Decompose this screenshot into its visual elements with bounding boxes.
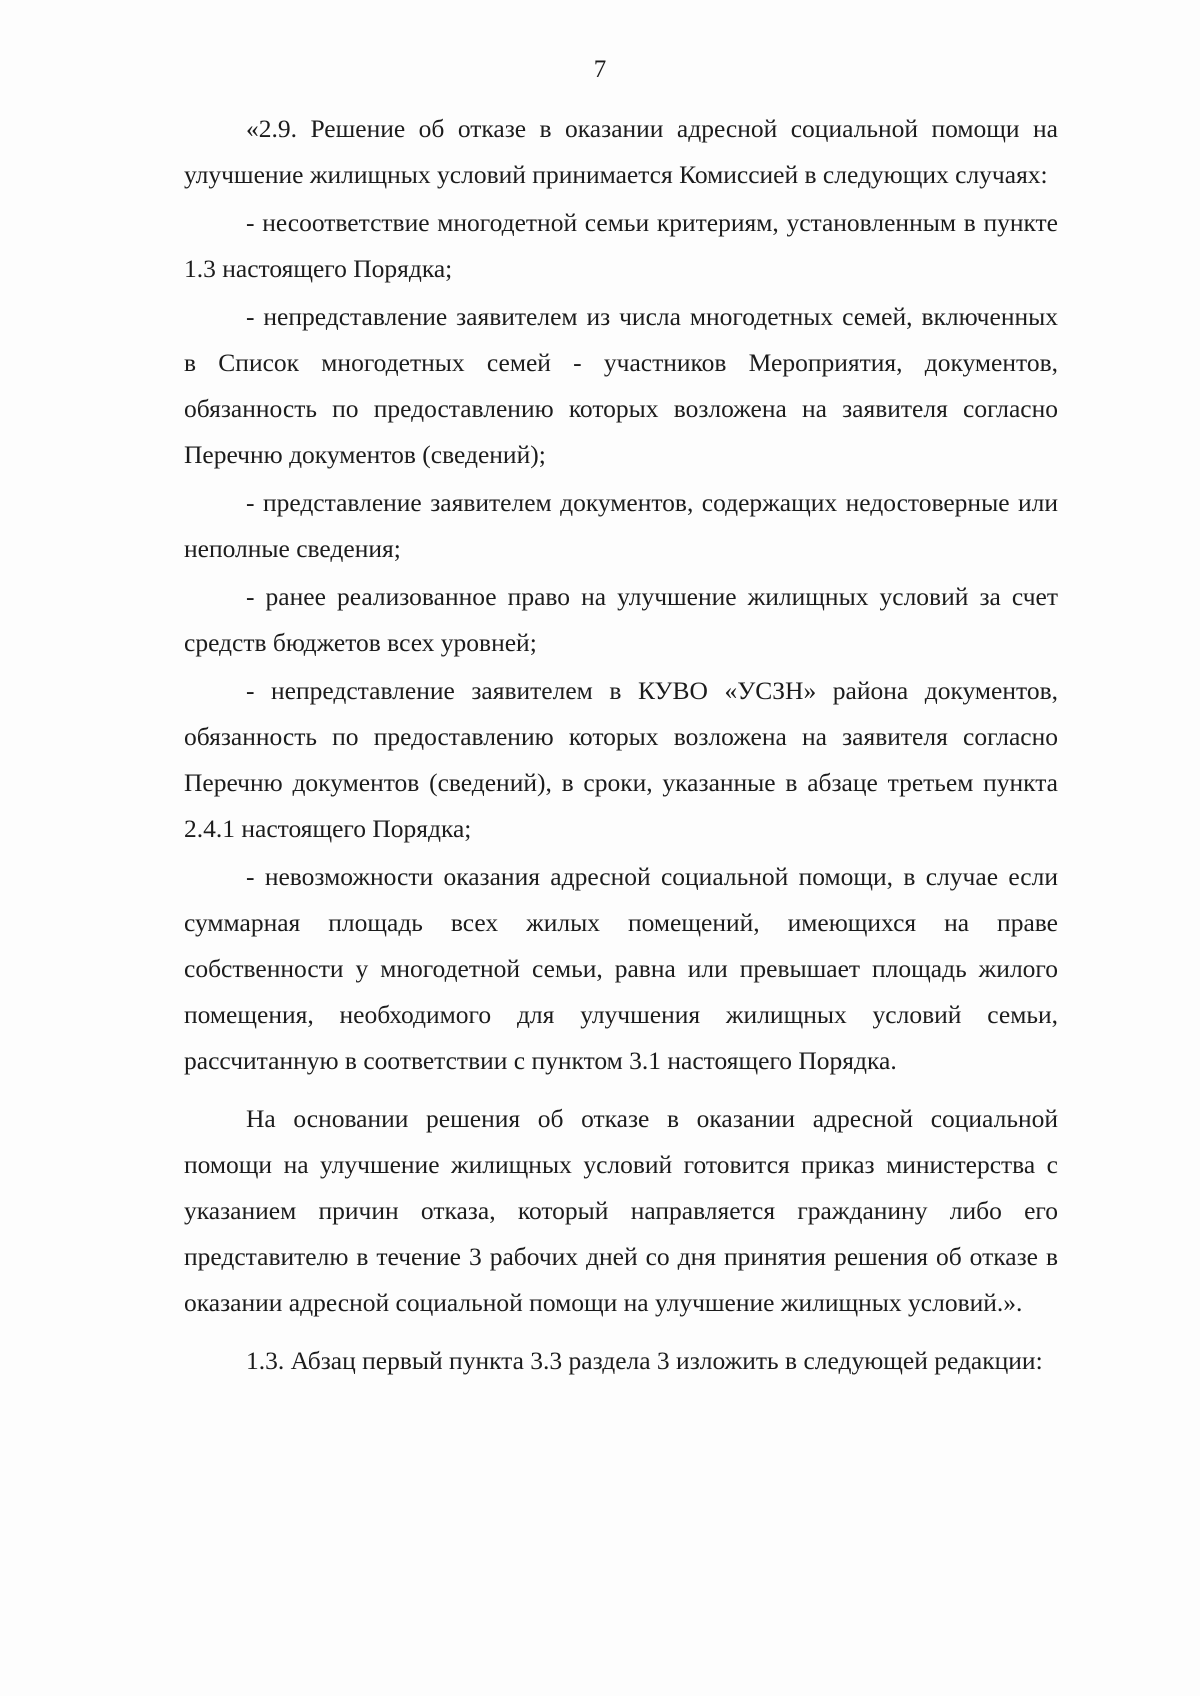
paragraph-2-9-intro: «2.9. Решение об отказе в оказании адресной социальной помощи на улучшение жилищных условий принимается Комиссией в следующих случаях: — [184, 114, 1058, 189]
paragraph-1-3-amendment: 1.3. Абзац первый пункта 3.3 раздела 3 изложить в следующей редакции: — [246, 1346, 1043, 1375]
paragraph-documents-not-submitted: - непредставление заявителем из числа многодетных семей, включенных в Список многодетных семей - участников Мероприятия, документов, обязанность по предоставлению которых возложена на заявителя согласно Перечню документов (сведений); — [184, 302, 1058, 469]
page-number: 7 — [593, 56, 607, 83]
paragraph-refusal-order: На основании решения об отказе в оказании адресной социальной помощи на улучшение жилищных условий готовится приказ министерства с указанием причин отказа, который направляется гражданину либо его представителю в течение 3 рабочих дней со дня принятия решения об отказе в оказании адресной социальной помощи на улучшение жилищных условий.». — [184, 1104, 1058, 1317]
paragraph-right-previously-used: - ранее реализованное право на улучшение жилищных условий за счет средств бюджетов всех уровней; — [184, 582, 1058, 657]
paragraph-area-exceeds: - невозможности оказания адресной социальной помощи, в случае если суммарная площадь всех жилых помещений, имеющихся на праве собственности у многодетной семьи, равна или превышает площадь жилого помещения, необходимого для улучшения жилищных условий семьи, рассчитанную в соответствии с пунктом 3.1 настоящего Порядка. — [184, 862, 1058, 1075]
paragraph-false-information: - представление заявителем документов, содержащих недостоверные или неполные сведения; — [184, 488, 1058, 563]
paragraph-criteria-mismatch: - несоответствие многодетной семьи критериям, установленным в пункте 1.3 настоящего Порядка; — [184, 208, 1058, 283]
paragraph-documents-late: - непредставление заявителем в КУВО «УСЗН» района документов, обязанность по предоставлению которых возложена на заявителя согласно Перечню документов (сведений), в сроки, указанные в абзаце третьем пункта 2.4.1 настоящего Порядка; — [184, 676, 1058, 843]
document-body — [184, 106, 1058, 1384]
